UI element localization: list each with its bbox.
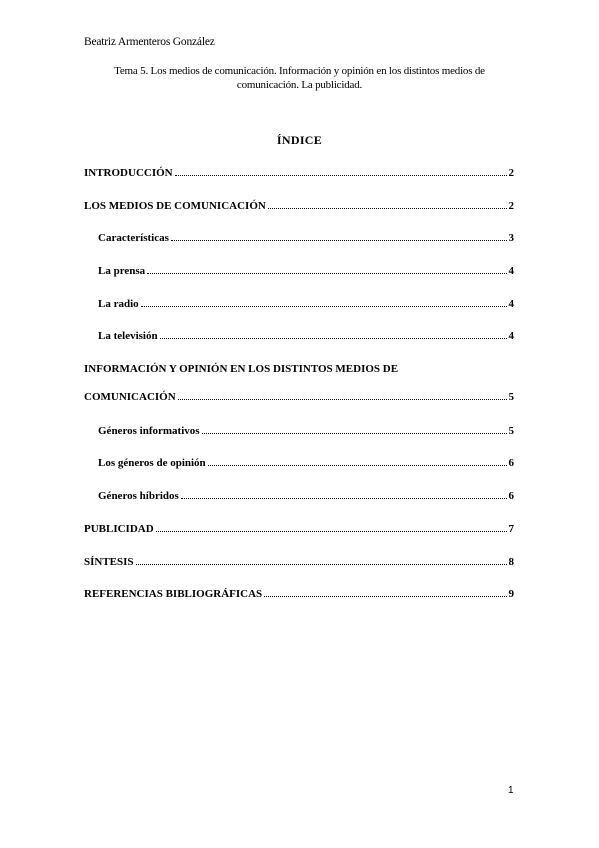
toc-entry-publicidad[interactable] xyxy=(84,521,514,537)
toc-entry-page: 4 xyxy=(508,265,514,277)
toc-entry-label: SÍNTESIS xyxy=(84,556,134,568)
toc-entry-page: 5 xyxy=(508,425,514,437)
toc-entry-page: 9 xyxy=(508,588,514,600)
author-name: Beatriz Armenteros González xyxy=(84,36,215,48)
toc-entry-label: Los géneros de opinión xyxy=(98,457,206,469)
toc-entry-medios[interactable] xyxy=(84,198,514,214)
toc-title: ÍNDICE xyxy=(276,133,323,147)
toc-leader-dots xyxy=(175,175,507,176)
toc-entry-page: 2 xyxy=(508,167,514,179)
toc-leader-dots xyxy=(141,306,507,307)
toc-entry-page: 6 xyxy=(508,457,514,469)
toc-entry-page: 7 xyxy=(508,523,514,535)
toc-leader-dots xyxy=(264,596,506,597)
toc-entry-label: COMUNICACIÓN xyxy=(84,391,176,403)
toc-entry-page: 6 xyxy=(508,490,514,502)
document-subtitle: Tema 5. Los medios de comunicación. Información y opinión en los distintos medios de comunicación. La publicidad. xyxy=(114,65,485,91)
toc-entry-radio[interactable] xyxy=(98,296,514,312)
toc-entry-generos-hibridos[interactable] xyxy=(98,488,514,504)
toc-leader-dots xyxy=(208,465,507,466)
toc-leader-dots xyxy=(147,273,506,274)
toc-entry-television[interactable] xyxy=(98,328,514,344)
toc-entry-generos-informativos[interactable] xyxy=(98,423,514,439)
toc-entry-generos-opinion[interactable] xyxy=(98,455,514,471)
toc-entry-referencias[interactable] xyxy=(84,586,514,602)
toc-entry-page: 4 xyxy=(508,298,514,310)
toc-entry-sintesis[interactable] xyxy=(84,554,514,570)
toc-leader-dots xyxy=(268,208,507,209)
toc-leader-dots xyxy=(202,433,507,434)
toc-entry-label: Géneros informativos xyxy=(98,425,200,437)
toc-entry-informacion-line1[interactable]: INFORMACIÓN Y OPINIÓN EN LOS DISTINTOS MEDIOS DE xyxy=(84,363,399,375)
toc-leader-dots xyxy=(178,399,507,400)
toc-entry-label: La radio xyxy=(98,298,139,310)
toc-leader-dots xyxy=(181,498,507,499)
toc-entry-page: 2 xyxy=(508,200,514,212)
toc-entry-label: INTRODUCCIÓN xyxy=(84,167,173,179)
toc-entry-label: Géneros híbridos xyxy=(98,490,179,502)
toc-entry-label: La televisión xyxy=(98,330,158,342)
toc-entry-page: 3 xyxy=(508,232,514,244)
toc-entry-caracteristicas[interactable] xyxy=(98,230,514,246)
toc-entry-page: 5 xyxy=(508,391,514,403)
toc-entry-prensa[interactable] xyxy=(98,263,514,279)
toc-leader-dots xyxy=(171,240,507,241)
toc-entry-label: REFERENCIAS BIBLIOGRÁFICAS xyxy=(84,588,263,600)
page-number: 1 xyxy=(508,785,514,796)
toc-leader-dots xyxy=(136,564,507,565)
toc-entry-page: 4 xyxy=(508,330,514,342)
toc-entry-label: La prensa xyxy=(98,265,146,277)
toc-entry-introduccion[interactable] xyxy=(84,165,514,181)
toc-leader-dots xyxy=(156,531,507,532)
toc-entry-label: Características xyxy=(98,232,169,244)
toc-entry-label: PUBLICIDAD xyxy=(84,523,154,535)
toc-entry-informacion[interactable] xyxy=(84,389,514,405)
toc-entry-page: 8 xyxy=(508,556,514,568)
toc-leader-dots xyxy=(160,338,507,339)
toc-entry-label: LOS MEDIOS DE COMUNICACIÓN xyxy=(84,200,266,212)
